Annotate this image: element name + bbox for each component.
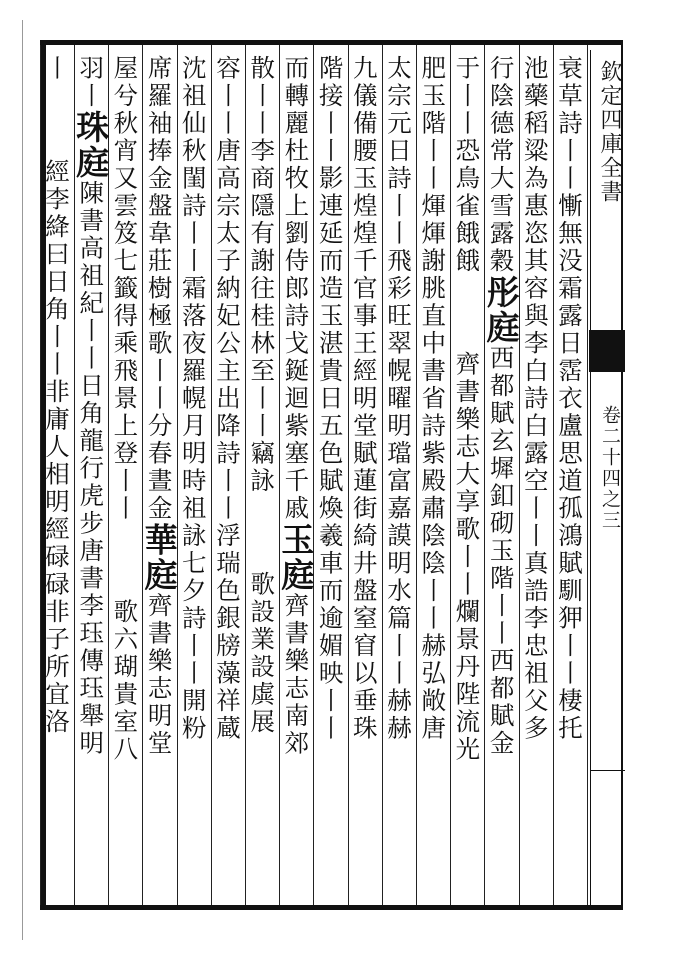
text-column (520, 55, 552, 905)
column-text: 齊書樂志南郊 (281, 592, 311, 758)
text-column (349, 55, 381, 905)
entry-heading: 玉庭 (276, 522, 316, 593)
column-rule (553, 45, 554, 905)
column-rule (40, 45, 41, 905)
column-text: 丨 (41, 55, 71, 83)
column-text: 西都賦玄墀釦砌玉階丨丨西都賦金 (486, 345, 516, 758)
column-rule (450, 45, 451, 905)
text-column (314, 55, 346, 905)
column-text: 沈祖仙秋閨詩丨丨霜落夜羅幌月明時祖詠七夕詩丨丨開粉 (178, 55, 208, 743)
column-rule (313, 45, 314, 905)
column-text: 席羅袖捧金盤韋莊樹極歌丨丨分春晝金 (144, 55, 174, 523)
column-text: 陳書高祖紀丨丨日角龍行虎步唐書李珏傳珏舉明 (76, 180, 106, 758)
column-text: 散丨丨李商隱有謝往桂林至丨丨竊詠 (247, 55, 277, 495)
page-margin (590, 50, 623, 910)
text-column (212, 55, 244, 905)
text-column (417, 55, 449, 905)
column-rule (348, 45, 349, 905)
entry-heading: 珠庭 (71, 110, 111, 180)
text-column (481, 55, 521, 905)
column-text: 階接丨丨影連延而造玉湛貴日五色賦煥羲車而逾媚映丨丨 (315, 55, 345, 743)
column-rule (519, 45, 520, 905)
column-text: 肥玉階丨丨煇煇謝朓直中書省詩紫殿肅陰陰丨丨赫弘敞唐 (418, 55, 448, 743)
text-column (383, 55, 415, 905)
column-rule (416, 45, 417, 905)
column-text: 屋兮秋宵又雲笈七籤得乘飛景上登丨丨 (110, 55, 140, 523)
book-title: 欽定四庫全書 (597, 60, 622, 204)
column-rule (211, 45, 212, 905)
column-rule (484, 45, 485, 905)
text-column (246, 55, 278, 905)
entry-heading: 華庭 (139, 522, 179, 593)
text-column (109, 55, 141, 905)
text-column (554, 55, 586, 905)
column-text: 行陰德常大雪露穀 (486, 55, 516, 275)
text-column (178, 55, 210, 905)
text-column (41, 55, 73, 905)
column-rule (245, 45, 246, 905)
volume-label: 卷二十四之三 (599, 405, 621, 531)
column-rule (177, 45, 178, 905)
column-rule (382, 45, 383, 905)
column-text: 齊書樂志明堂 (144, 592, 174, 758)
column-rule (279, 45, 280, 905)
column-text: 于丨丨恐鳥雀餓餓 (452, 55, 482, 275)
text-column (71, 55, 111, 905)
fish-tail-mark (589, 330, 625, 372)
column-text: 羽丨 (76, 55, 106, 110)
column-rule (74, 45, 75, 905)
column-text: 歌六瑚貴室八 (110, 598, 140, 764)
column-text: 歌設業設虡展 (247, 571, 277, 736)
column-text: 容丨丨唐高宗太子納妃公主出降詩丨丨浮瑞色銀牓藻祥蔵 (212, 55, 242, 743)
page-edge-line (22, 20, 23, 940)
column-text: 齊書樂志大享歌丨丨爛景丹陛流光 (452, 351, 482, 764)
column-text: 而轉麗杜牧上劉侍郎詩戈鋋迴紫塞千戚 (281, 55, 311, 523)
column-rule (142, 45, 143, 905)
text-column (451, 55, 483, 905)
entry-heading: 彤庭 (481, 275, 521, 345)
text-column (276, 55, 316, 905)
column-text: 太宗元日詩丨丨飛彩旺翠幌曜明璫富嘉謨明水篇丨丨赫赫 (383, 55, 413, 743)
column-text: 經李絳曰日角丨丨非庸人相明經碌碌非子所宜洛 (41, 158, 71, 736)
margin-rule (591, 770, 625, 771)
column-text: 衰草詩丨丨慚無没霜露日霑衣盧思道孤鴻賦馴狎丨丨棲托 (554, 55, 584, 743)
column-text: 池藥稻粱為惠恣其容與李白詩白露空丨丨真誥李忠祖父多 (520, 55, 550, 743)
column-rule (587, 45, 588, 905)
text-column (139, 55, 179, 905)
column-text: 九儀備腰玉煌煌千官事王經明堂賦蓮街綺井盤窒窅以垂珠 (349, 55, 379, 743)
